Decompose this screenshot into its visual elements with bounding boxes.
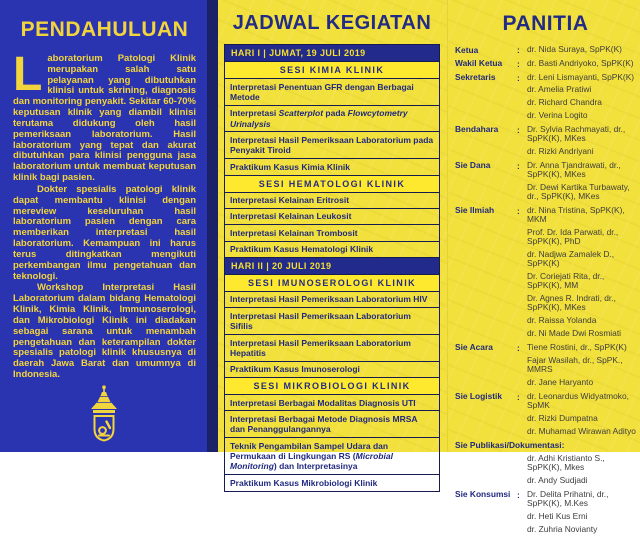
committee-group — [455, 343, 636, 391]
committee-member-name: Dr. Sylvia Rachmayati, dr., SpPK(K), MKes — [527, 123, 626, 144]
schedule-table — [224, 44, 440, 492]
schedule-row-item: Interpretasi Kelainan Leukosit — [225, 208, 439, 224]
committee-member-name: Dr. Dewi Kartika Turbawaty, dr., SpPK(K), MKes — [527, 181, 630, 202]
committee-member-name: dr. Amelia Pratiwi — [527, 84, 592, 95]
committee-member-name: Tiene Rostini, dr., SpPK(K) — [527, 341, 627, 352]
committee-member-name: dr. Nida Suraya, SpPK(K) — [527, 44, 622, 54]
schedule-row-session: SESI KIMIA KLINIK — [225, 61, 439, 78]
committee-member-name: dr. Zuhria Novianty — [527, 523, 598, 534]
pendahuluan-title: PENDAHULUAN — [20, 18, 189, 41]
committee-member-name: dr. Richard Chandra — [527, 97, 602, 108]
schedule-row-session: SESI IMUNOSEROLOGI KLINIK — [225, 274, 439, 291]
committee-member-name: dr. Heti Kus Erni — [527, 510, 588, 521]
schedule-row-item: Interpretasi Hasil Pemeriksaan Laboratorium Sifilis — [225, 307, 439, 334]
committee-group — [455, 392, 636, 440]
committee-member-name: dr. Adhi Kristianto S., SpPK(K), Mkes — [527, 452, 605, 473]
schedule-row-item: Interpretasi Kelainan Eritrosit — [225, 192, 439, 208]
committee-group — [455, 73, 636, 124]
committee-member-name: Dr. Coriejati Rita, dr., SpPK(K), MM — [527, 271, 605, 291]
committee-group — [455, 125, 636, 160]
schedule-row-item: Praktikum Kasus Kimia Klinik — [225, 158, 439, 174]
committee-member-names — [527, 392, 636, 440]
committee-member-names — [527, 343, 636, 391]
committee-member-names — [527, 454, 636, 489]
committee-group — [455, 206, 636, 342]
intro-paragraph-1: Laboratorium Patologi Klinik merupakan salah satu pelayanan yang dibutuhkan klinisi untuk skrining, diagnosis dan monitoring penyakit. Sekitar 60-70% keputusan klinik yang diambil klinisi terutama didukung oleh hasil pemeriksaan laboratorium. Hasil laboratorium yang tepat dan akurat dibutuhkan para klinisi pengguna jasa laboratorium untuk membuat keputusan klinik bagi pasien. — [13, 48, 196, 184]
committee-member-names — [527, 125, 636, 160]
committee-member-name: dr. Andy Sudjadi — [527, 474, 588, 485]
jadwal-panel — [218, 0, 447, 488]
committee-member-names — [527, 73, 636, 124]
colon-separator: : — [517, 342, 520, 353]
jadwal-title: JADWAL KEGIATAN — [232, 12, 432, 34]
committee-member-name: Dr. Anna Tjandrawati, dr., SpPK(K), MKes — [527, 159, 621, 180]
pendahuluan-panel — [0, 0, 207, 452]
schedule-row-item: Interpretasi Hasil Pemeriksaan Laboratorium HIV — [225, 291, 439, 307]
schedule-row-item: Praktikum Kasus Hematologi Klinik — [225, 241, 439, 257]
dropcap-letter: L — [13, 48, 43, 101]
committee-member-name: dr. Basti Andriyoko, SpPK(K) — [527, 57, 634, 68]
committee-member-name: dr. Ni Made Dwi Rosmiati — [527, 328, 622, 339]
committee-member-name: Dr. Delita Prihatni, dr., SpPK(K), M.Kes — [527, 488, 609, 509]
committee-role-label: Sie Acara — [455, 342, 493, 353]
committee-member-name: Fajar Wasilah, dr., SpPK., MMRS — [527, 354, 623, 375]
committee-member-name: dr. Rizki Andriyani — [527, 146, 594, 157]
committee-member-name: dr. Leni Lismayanti, SpPK(K) — [527, 71, 635, 82]
panel-divider — [207, 0, 218, 452]
committee-member-names — [527, 490, 636, 538]
schedule-row-item: Praktikum Kasus Mikrobiologi Klinik — [225, 474, 439, 490]
colon-separator: : — [517, 58, 520, 69]
committee-member-name: dr. Nadjwa Zamalek D., SpPK(K) — [527, 249, 615, 269]
introduction-text — [13, 48, 196, 381]
colon-separator: : — [517, 45, 520, 55]
schedule-row-item: Interpretasi Scatterplot pada Flowcytometry Urinalysis — [225, 105, 439, 132]
panitia-title: PANITIA — [502, 12, 589, 35]
committee-role-label: Sie Dana — [455, 160, 491, 171]
schedule-row-item: Interpretasi Penentuan GFR dengan Berbagai Metode — [225, 78, 439, 105]
schedule-row-session: SESI HEMATOLOGI KLINIK — [225, 175, 439, 192]
committee-role-label: Sie Logistik — [455, 391, 503, 402]
committee-role-label: Sie Konsumsi — [455, 489, 511, 500]
committee-member-name: dr. Rizki Dumpatna — [527, 412, 598, 423]
schedule-row-item: Interpretasi Hasil Pemeriksaan Laboratorium pada Penyakit Tiroid — [225, 131, 439, 158]
schedule-row-day: HARI II | 20 JULI 2019 — [225, 257, 439, 274]
schedule-row-session: SESI MIKROBIOLOGI KLINIK — [225, 377, 439, 394]
schedule-row-item: Interpretasi Hasil Pemeriksaan Laboratorium Hepatitis — [225, 334, 439, 361]
schedule-row-item: Interpretasi Kelainan Trombosit — [225, 224, 439, 240]
committee-member-names — [527, 161, 636, 205]
committee-group — [455, 45, 636, 58]
colon-separator: : — [517, 72, 520, 83]
schedule-row-item: Interpretasi Berbagai Metode Diagnosis MRSA dan Penanggulangannya — [225, 410, 439, 437]
schedule-row-item: Interpretasi Berbagai Modalitas Diagnosis UTI — [225, 394, 439, 410]
colon-separator: : — [517, 205, 520, 216]
committee-member-names — [527, 206, 636, 342]
committee-group — [455, 490, 636, 538]
committee-group — [455, 59, 636, 72]
colon-separator: : — [517, 124, 520, 135]
committee-role-label: Sekretaris — [455, 72, 496, 83]
committee-role-label: Bendahara — [455, 124, 499, 135]
committee-member-name: dr. Leonardus Widyatmoko, SpMK — [527, 390, 629, 410]
committee-member-names — [527, 45, 636, 58]
lantern-microscope-logo-icon — [82, 385, 126, 448]
committee-member-name: dr. Jane Haryanto — [527, 376, 594, 387]
panitia-panel — [447, 0, 640, 534]
colon-separator: : — [517, 391, 520, 402]
committee-group — [455, 161, 636, 205]
committee-member-name: dr. Muhamad Wirawan Adityo — [527, 425, 636, 436]
committee-member-names — [527, 59, 636, 72]
committee-member-name: dr. Verina Logito — [527, 110, 588, 121]
committee-member-name: Prof. Dr. Ida Parwati, dr., SpPK(K), PhD — [527, 227, 619, 247]
committee-member-name: Dr. Agnes R. Indrati, dr., SpPK(K), MKes — [527, 293, 616, 313]
intro-paragraph-2: Dokter spesialis patologi klinik dapat membantu klinisi dengan mereview keseluruhan hasil laboratorium pasien dengan cara memberikan interpretasi hasil laboratorium. Kemampuan ini harus terus ditingkatkan mengikuti perkembangan ilmu pengetahuan dan teknologi. — [13, 183, 196, 282]
committee-list — [455, 45, 636, 538]
schedule-row-day: HARI I | JUMAT, 19 JULI 2019 — [225, 45, 439, 61]
intro-paragraph-3: Workshop Interpretasi Hasil Laboratorium dalam bidang Hematologi Klinik, Kimia Klinik, Immunoserologi, dan Mikrobiologi Klinik ini diadakan sebagai sarana untuk menambah pengetahuan dan keterampilan dokter spesialis patologi klinik khususnya di daerah Jawa Barat dan umumnya di Indonesia. — [13, 282, 196, 381]
schedule-row-item: Teknik Pengambilan Sampel Udara dan Permukaan di Lingkungan RS (Microbial Monitoring) dan Interpretasinya — [225, 437, 439, 474]
committee-member-name: dr. Raissa Yolanda — [527, 315, 597, 326]
committee-role-label: Wakil Ketua — [455, 58, 503, 69]
committee-role-label: Ketua — [455, 44, 479, 55]
colon-separator: : — [517, 489, 520, 500]
committee-role-label: Sie Publikasi/Dokumentasi: — [455, 440, 565, 451]
committee-group — [455, 440, 636, 488]
schedule-row-item: Praktikum Kasus Imunoserologi — [225, 361, 439, 377]
committee-member-name: dr. Nina Tristina, SpPK(K), MKM — [527, 204, 625, 225]
committee-role-label: Sie Ilmiah — [455, 205, 495, 216]
colon-separator: : — [517, 160, 520, 171]
